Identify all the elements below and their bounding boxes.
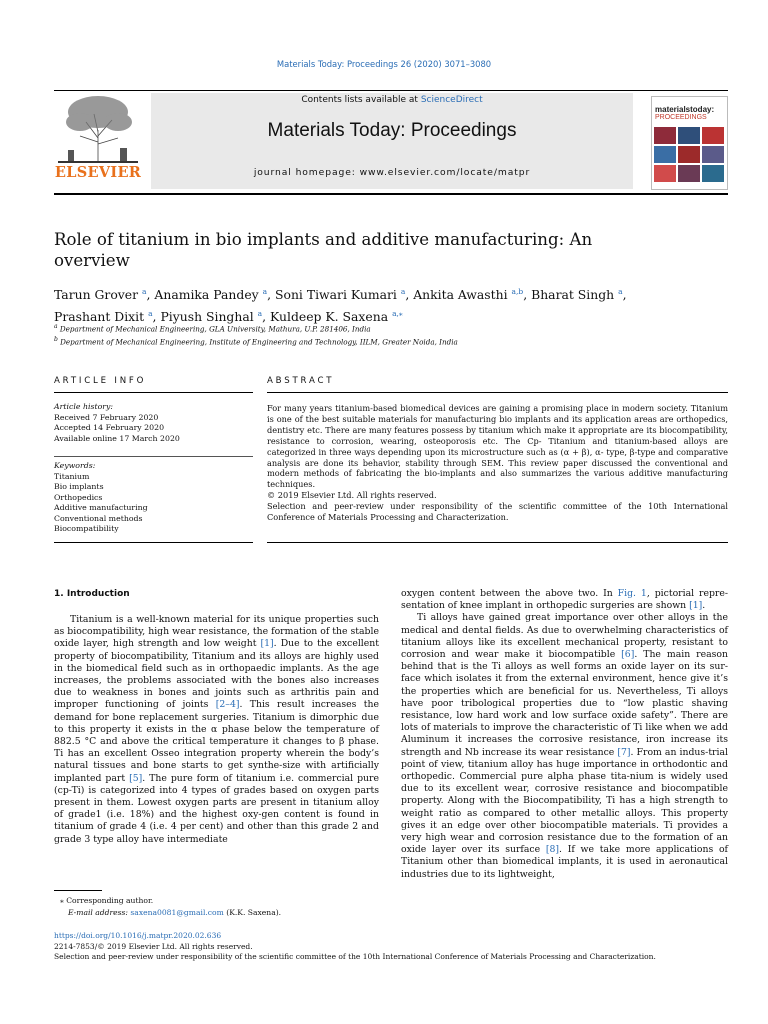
header-rule-bottom — [54, 193, 728, 195]
available-date: Available online 17 March 2020 — [54, 433, 180, 443]
citation-link[interactable]: [5] — [129, 772, 143, 784]
article-title: Role of titanium in bio implants and additive manufacturing: An overview — [54, 230, 593, 270]
author-name[interactable]: Soni Tiwari Kumari — [275, 287, 397, 303]
citation-link[interactable]: [7] — [617, 746, 631, 758]
author-name[interactable]: Tarun Grover — [54, 287, 139, 303]
contents-prefix: Contents lists available at — [301, 95, 421, 105]
author-name[interactable]: Bharat Singh — [531, 287, 615, 303]
issn-copyright: 2214-7853/© 2019 Elsevier Ltd. All rights reserved. — [54, 941, 253, 951]
intro-paragraph-2: Ti alloys have gained great importance over other alloys in the medical and dental fields. As due to overwhelming characteristics of titanium alloys like its excellent mechanical property, resistant to corrosion and wear make it biocompatible [6]. The main reason behind that is the Ti alloys as well forms an oxide layer on its sur-face which isolates it from the external environment, hence give it’s the properties which are beneficial for us. Nevertheless, Ti alloys have poor tribological properties due to “low plastic shaving resistance, low hard work and low surface oxide safety”. There are lots of materials to improve the characteristic of Ti like when we add Aluminum it increases the corrosive resistance, iron increase its strength and Nb increase its wear resistance [7]. From an indus-trial point of view, titanium alloy has huge importance in orthodontic and orthopedic. Commercial pure alpha phase tita-nium is widely used due to its excellent wear, corrosive resistance and biocompatible property. Along with the Biocompatibility, Ti has a high strength to weight ratio as compared to other metallic alloys. This property gives it an edge over other biocompatible materials. Ti provides a very high wear and corrosion resistance due to the formation of an oxide layer over its surface [8]. If we take more applications of Titanium other than biomedical implants, it is used in aeronautical industries due to its lightweight, — [401, 612, 728, 880]
article-history — [54, 402, 180, 444]
author-separator: , — [523, 287, 532, 303]
affiliation-a: $^a$ Department of Mechanical Engineering, GLA University, Mathura, U.P. 281406, India — [54, 323, 371, 334]
abstract-heading: ABSTRACT — [267, 376, 335, 386]
body-column-right — [401, 588, 728, 881]
author-email-link[interactable]: saxena0081@gmail.com — [130, 907, 224, 917]
author-name[interactable]: Kuldeep K. Saxena — [270, 309, 389, 325]
cover-brand: materialstoday: — [655, 105, 715, 114]
author-name[interactable]: Ankita Awasthi — [413, 287, 508, 303]
footnote-rule — [54, 890, 102, 891]
corresponding-line: ⁎ Corresponding author. — [60, 896, 154, 905]
affiliation-marker[interactable]: a,b — [511, 287, 524, 296]
author-separator: , — [152, 309, 161, 325]
citation-link[interactable]: [2–4] — [215, 699, 240, 711]
author-separator: , — [146, 287, 155, 303]
affiliation-marker[interactable]: a — [262, 287, 268, 296]
info-bottom-rule — [54, 542, 253, 543]
cover-sub: PROCEEDINGS — [655, 114, 707, 121]
intro-paragraph-continued: oxygen content between the above two. In Fig. 1, pictorial repre-sentation of knee implant in orthopedic surgeries are shown [1]. — [401, 588, 728, 612]
page-footer — [54, 931, 744, 963]
abstract-paragraph: For many years titanium-based biomedical devices are gaining a promising place in modern society. Titanium is one of the best suitable materials for manufacturing bio implants and its application areas are orthopedics, dentistry etc. There are many features possess by titanium which make it appropriate are its biocompatibility, resistance to corrosion, wearing, osteoporosis etc. The Cp- Titanium and titanium-based alloys are categorized in three ways depending upon its microstructure such as (α + β), α- type, β-type and comparative analysis are done its behavior, stability through SEM. This review paper discussed the conventional and modern methods of fabricating the bio-implants and also summarizes the various additive manufacturing techniques. — [267, 403, 728, 490]
section-heading-introduction: 1. Introduction — [54, 589, 130, 599]
author-separator: , — [262, 309, 271, 325]
author-name[interactable]: Piyush Singhal — [160, 309, 254, 325]
keywords-label: Keywords: — [54, 461, 96, 470]
body-column-left — [54, 614, 379, 846]
keyword: Bio implants — [54, 482, 104, 491]
affiliation-marker[interactable]: a — [618, 287, 623, 296]
history-label: Article history: — [54, 402, 114, 411]
journal-title: Materials Today: Proceedings — [267, 120, 517, 141]
abstract-bottom-rule — [267, 542, 728, 543]
header-rule-top — [54, 90, 728, 91]
affiliation-b: $^b$ Department of Mechanical Engineering, Institute of Engineering and Technology, IILM, Greater Noida, India — [54, 335, 458, 347]
doi-link[interactable]: https://doi.org/10.1016/j.matpr.2020.02.636 — [54, 931, 222, 940]
affiliation-marker[interactable]: a,⁎ — [392, 309, 403, 319]
keyword: Additive manufacturing — [54, 503, 148, 512]
citation-link[interactable]: [6] — [621, 649, 635, 661]
sciencedirect-link[interactable]: ScienceDirect — [420, 95, 483, 105]
abstract-peer-review: Selection and peer-review under responsibility of the scientific committee of the 10th International Conference of Materials Processing and Characterization. — [267, 501, 728, 523]
contents-available-line — [151, 95, 633, 105]
keyword: Titanium — [54, 471, 90, 481]
keyword: Biocompatibility — [54, 524, 119, 533]
affiliation-marker[interactable]: a — [257, 309, 263, 319]
author-name[interactable]: Prashant Dixit — [54, 309, 145, 325]
citation-link[interactable]: [1] — [689, 600, 703, 612]
citation-link[interactable]: [8] — [545, 844, 560, 856]
author-line-1 — [54, 282, 694, 304]
corresponding-author-note — [54, 895, 384, 918]
elsevier-wordmark: ELSEVIER — [54, 164, 142, 181]
history-divider — [54, 456, 253, 457]
affiliation-marker[interactable]: a — [148, 309, 153, 319]
email-line: E-mail address: saxena0081@gmail.com (K.K. Saxena). — [68, 907, 282, 917]
journal-citation-link[interactable]: Materials Today: Proceedings 26 (2020) 3071–3080 — [276, 59, 492, 69]
citation-link[interactable]: Fig. 1 — [617, 588, 647, 599]
cover-mosaic — [654, 127, 724, 185]
abstract-rule — [267, 392, 728, 393]
author-list — [54, 282, 694, 326]
article-info-heading: ARTICLE INFO — [54, 376, 147, 386]
author-separator: , — [622, 287, 627, 303]
abstract-body — [267, 403, 728, 523]
received-date: Received 7 February 2020 — [54, 412, 159, 422]
intro-paragraph-1: Titanium is a well-known material for its unique properties such as biocompatibility, high wear resistance, the formation of the stable oxide layer, high strength and low weight [1]. Due to the excellent property of biocompatibility, Titanium and its alloys are highly used in the biomedical field such as in orthopaedic implants. As the age increases, the problems associated with the bones also increases due to weakness in bones and joints such as arthritis pain and improper functioning of joints [2–4]. This result increases the demand for bone replacement surgeries. Titanium is dimorphic due to this property it exists in the α phase below the temperature of 882.5 °C and above the critical temperature it changes to β phase. Ti has an excellent Osseo integration property wherein the body’s natural tissues and bone starts to get synthe-size with artificially implanted part [5]. The pure form of titanium i.e. commercial pure (cp-Ti) is categorized into 4 types of grades based on oxygen parts present in them. Lowest oxygen parts are present in titanium alloy of grade1 (i.e. 18%) and the highest oxy-gen content is found in titanium of grade 4 (i.e. 4 per cent) and other than this grade 2 and grade 3 type alloy have intermediate — [54, 614, 380, 845]
footer-peer-review: Selection and peer-review under responsibility of the scientific committee of the 10th International Conference of Materials Processing and Characterization. — [54, 952, 656, 962]
author-separator: , — [405, 287, 414, 303]
keyword: Orthopedics — [54, 492, 103, 502]
journal-homepage-link[interactable]: journal homepage: www.elsevier.com/locate/matpr — [253, 167, 531, 178]
accepted-date: Accepted 14 February 2020 — [54, 423, 165, 432]
author-separator: , — [267, 287, 275, 303]
citation-link[interactable]: [1] — [260, 638, 274, 650]
keywords-block — [54, 461, 148, 535]
keyword: Conventional methods — [54, 513, 143, 523]
journal-cover-image[interactable] — [651, 96, 728, 190]
author-name[interactable]: Anamika Pandey — [154, 287, 259, 303]
info-rule — [54, 392, 253, 393]
affiliations — [54, 322, 714, 348]
affiliation-marker[interactable]: a — [142, 287, 147, 296]
abstract-copyright: © 2019 Elsevier Ltd. All rights reserved. — [267, 490, 437, 501]
affiliation-marker[interactable]: a — [400, 287, 406, 296]
